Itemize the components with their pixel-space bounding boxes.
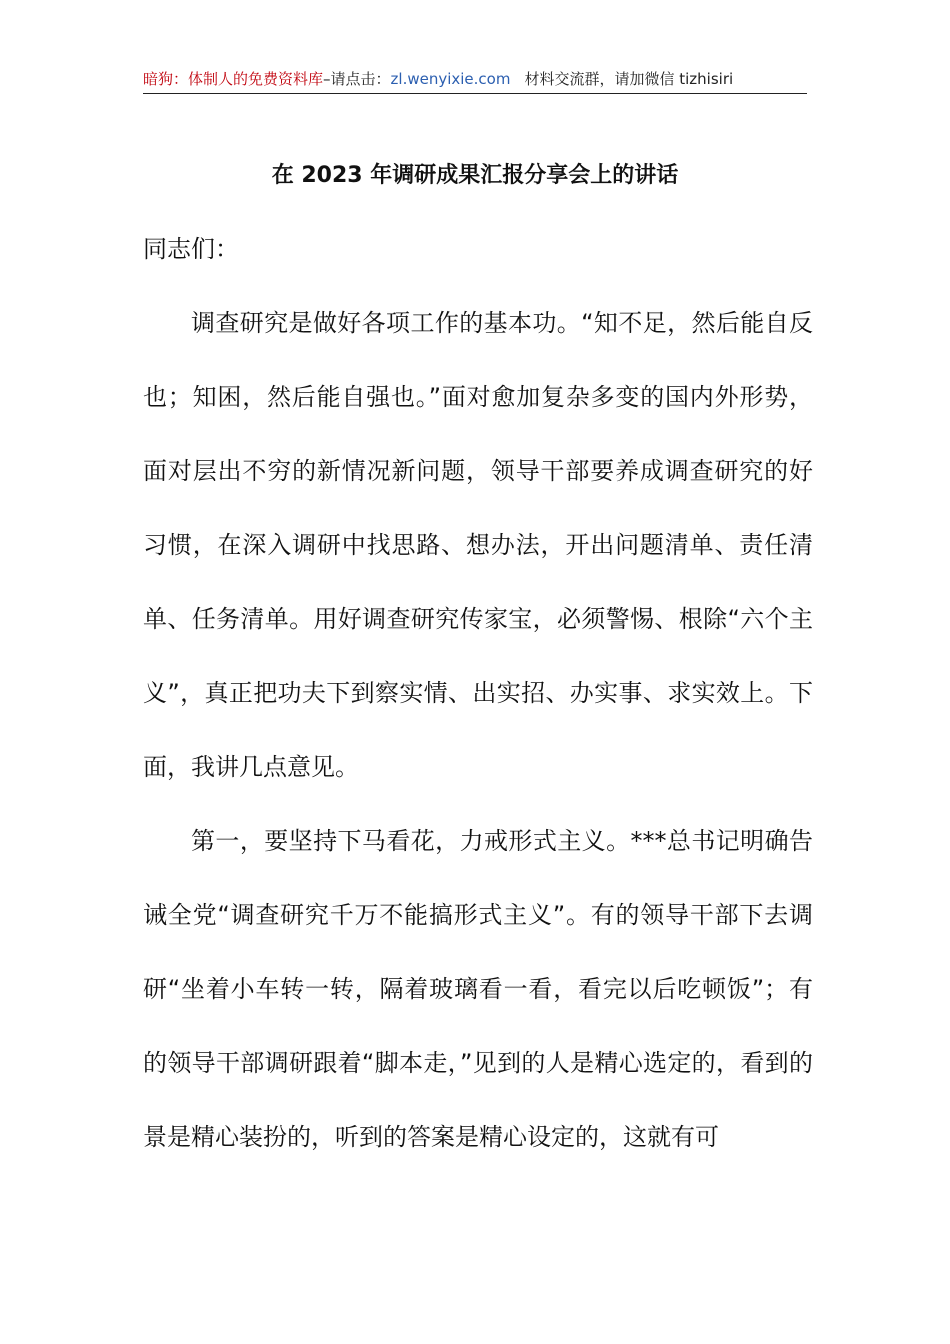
header-wechat-note: 材料交流群，请加微信 tizhisiri: [524, 70, 734, 88]
header-brand: 暗狗：体制人的免费资料库: [143, 70, 324, 88]
paragraph-first-point: 第一，要坚持下马看花，力戒形式主义。***总书记明确告诫全党“调查研究千万不能搞形式主义”。有的领导干部下去调研“坐着小车转一转，隔着玻璃看一看，看完以后吃顿饭”；有的领导干部调研跟着“脚本走，”见到的人是精心选定的，看到的景是精心装扮的，听到的答案是精心设定的，这就有可: [143, 827, 813, 1151]
document-body: [143, 212, 813, 1174]
salutation: 同志们：: [143, 235, 239, 263]
page-header: [143, 66, 807, 94]
paragraph-intro: 调查研究是做好各项工作的基本功。“知不足，然后能自反也；知困，然后能自强也。”面对愈加复杂多变的国内外形势，面对层出不穷的新情况新问题，领导干部要养成调查研究的好习惯，在深入调研中找思路、想办法，开出问题清单、责任清单、任务清单。用好调查研究传家宝，必须警惕、根除“六个主义”，真正把功夫下到察实情、出实招、办实事、求实效上。下面，我讲几点意见。: [143, 309, 813, 781]
header-click-prefix: –请点击：: [323, 70, 391, 88]
header-url-link[interactable]: zl.wenyixie.com: [390, 70, 511, 88]
document-title: 在 2023 年调研成果汇报分享会上的讲话: [271, 163, 679, 188]
